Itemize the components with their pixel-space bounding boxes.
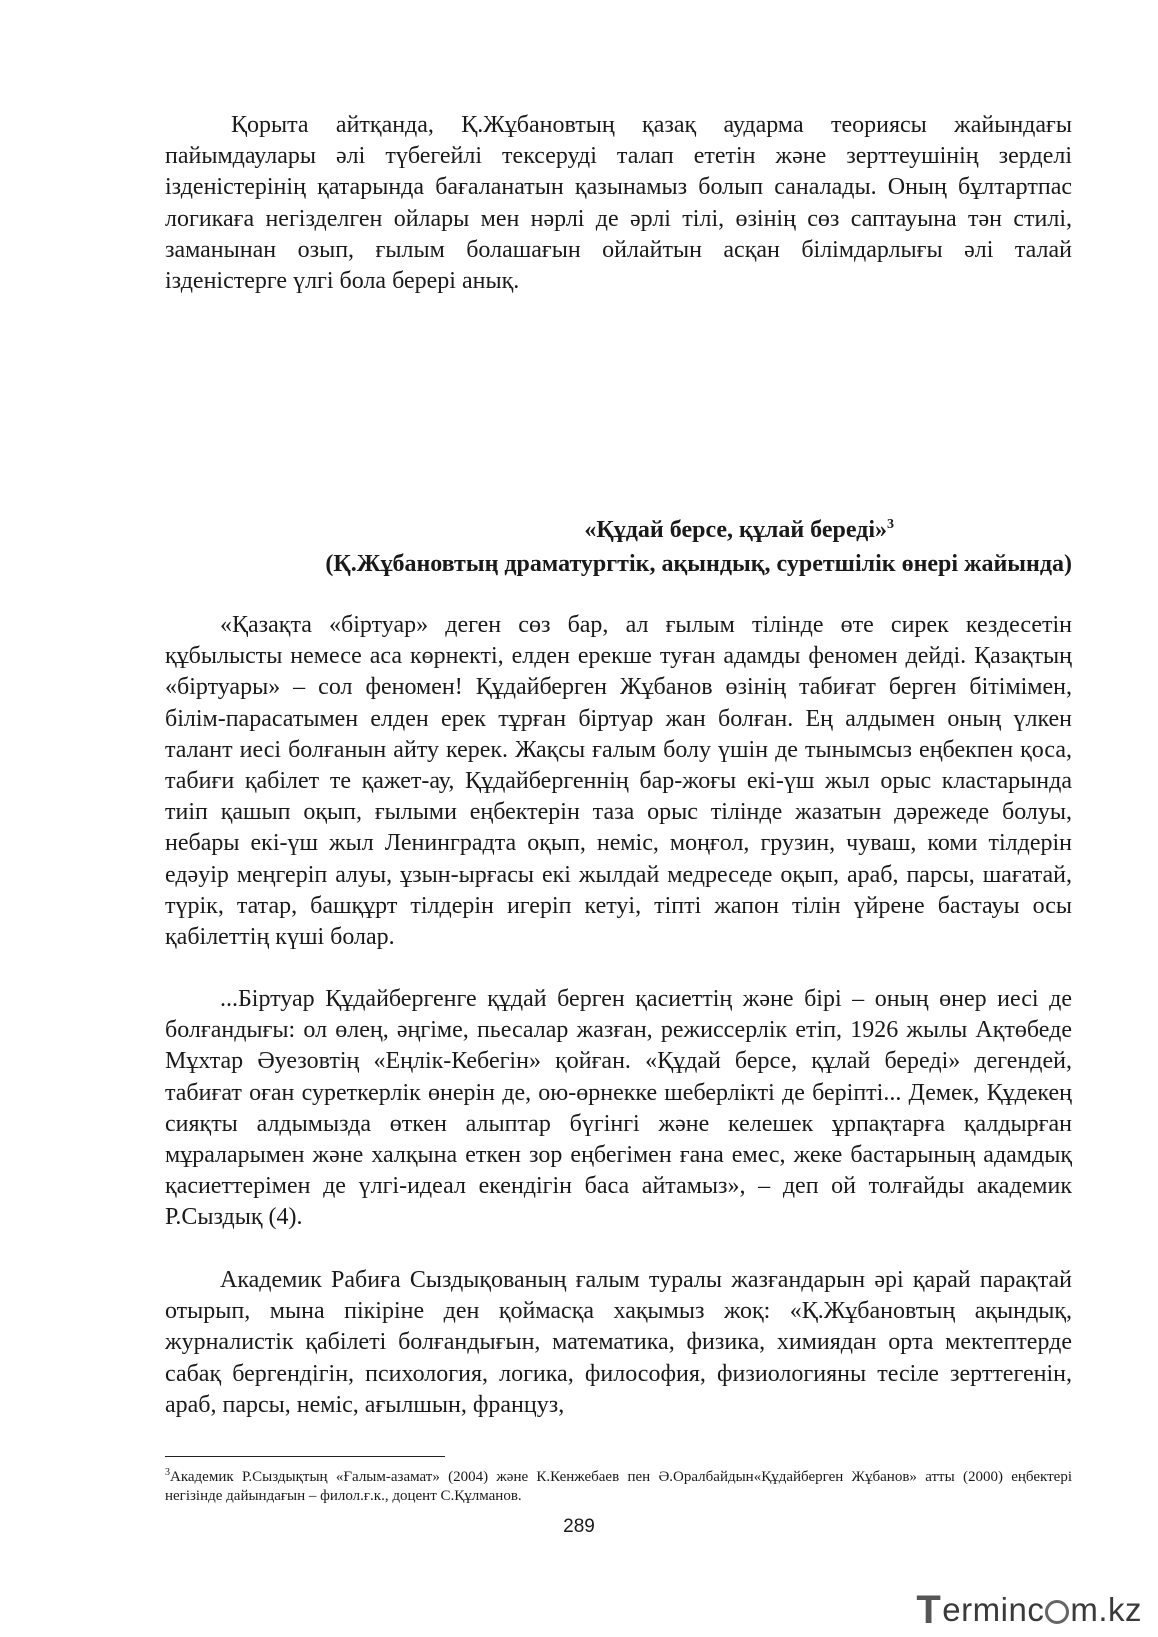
section-title-text: «Құдай берсе, құлай береді»: [584, 517, 887, 543]
watermark-circle-icon: [1045, 1600, 1069, 1624]
footnote-reference[interactable]: 3: [887, 517, 894, 532]
intro-paragraph: Қорыта айтқанда, Қ.Жұбановтың қазақ аударма теориясы жайындағы пайымдаулары әлі түбегейлі тексеруді талап ететін және зерттеушінің зерделі ізденістерінің қатарында бағаланатын қазынамыз болып саналады. Оның бұлтартпас логикаға негізделген ойлары мен нәрлі де әрлі тілі, өзінің сөз саптауына тән стилі, заманынан озып, ғылым болашағын ойлайтын асқан білімдарлығы әлі талай ізденістерге үлгі бола берері анық.: [165, 112, 1072, 295]
watermark-letter: T: [916, 1587, 942, 1632]
footnote-marker: 3: [165, 1467, 170, 1478]
termincom-watermark: [916, 1587, 1142, 1632]
footnote-text: Академик Р.Сыздықтың «Ғалым-азамат» (2004) және К.Кенжебаев пен Ә.Оралбайдын«Құдайберген Жұбанов» атты (2000) еңбектері негізінде дайындағын – филол.ғ.к., доцент С.Құлманов.: [165, 1469, 1072, 1504]
body-paragraph-1: «Қазақта «біртуар» деген сөз бар, ал ғылым тілінде өте сирек кездесетін құбылысты немесе аса көрнекті, елден ерекше туған адамды феномен дейді. Қазақтың «біртуары» – сол феномен! Құдайберген Жұбанов өзінің табиғат берген бітімімен, білім-парасатымен елден ерек тұрған біртуар жан болған. Ең алдымен оның үлкен талант иесі болғанын айту керек. Жақсы ғалым болу үшін де тынымсыз еңбекпен қоса, табиғи қабілет те қажет-ау, Құдайбергеннің бар-жоғы екі-үш жыл орыс кластарында тиіп қашып оқып, ғылыми еңбектерін таза орыс тілінде жазатын дәрежеде болуы, небары екі-үш жыл Ленинградта оқып, неміс, моңғол, грузин, чуваш, коми тілдерін едәуір меңгеріп алуы, ұзын-ырғасы екі жылдай медреседе оқып, араб, парсы, шағатай, түрік, татар, башқұрт тілдерін игеріп кетуі, тіпті жапон тілін үйрене бастауы осы қабілеттің күші болар.: [165, 612, 1072, 951]
body-paragraph-2: ...Біртуар Құдайбергенге құдай берген қасиеттің және бірі – оның өнер иесі де болғандығы: ол өлең, әңгіме, пьесалар жазған, режиссерлік етіп, 1926 жылы Ақтөбеде Мұхтар Әуезовтің «Еңлік-Кебегін» қойған. «Құдай берсе, құлай береді» дегендей, табиғат оған суреткерлік өнерін де, ою-өрнекке шеберлікті де беріпті... Демек, Құдекең сияқты алдымызда өткен алыптар бүгінгі және келешек ұрпақтарға қалдырған мұраларымен және халқына еткен зор еңбегімен ғана емес, жеке бастарының адамдық қасиеттерімен де үлгі-идеал екендігін баса айтамыз», – деп ой толғайды академик Р.Сыздық (4).: [165, 986, 1072, 1231]
footnote-divider: [165, 1456, 445, 1457]
watermark-text-start: erminc: [942, 1591, 1045, 1628]
watermark-text-end: m.kz: [1070, 1591, 1142, 1628]
body-paragraph-3: Академик Рабиға Сыздықованың ғалым туралы жазғандарын әрі қарай парақтай отырып, мына пікіріне ден қоймасқа хақымыз жоқ: «Қ.Жұбановтың ақындық, журналистік қабілеті болғандығын, математика, физика, химиядан орта мектептерде сабақ бергендігін, психология, логика, философия, физиологияны тесіле зерттегенін, араб, парсы, неміс, ағылшын, француз,: [165, 1267, 1072, 1418]
section-subtitle: (Қ.Жұбановтың драматургтік, ақындық, суретшілік өнері жайында): [325, 551, 1072, 577]
footnote: [165, 1468, 1072, 1506]
section-title: [584, 515, 894, 546]
page-number: 289: [563, 1516, 595, 1537]
